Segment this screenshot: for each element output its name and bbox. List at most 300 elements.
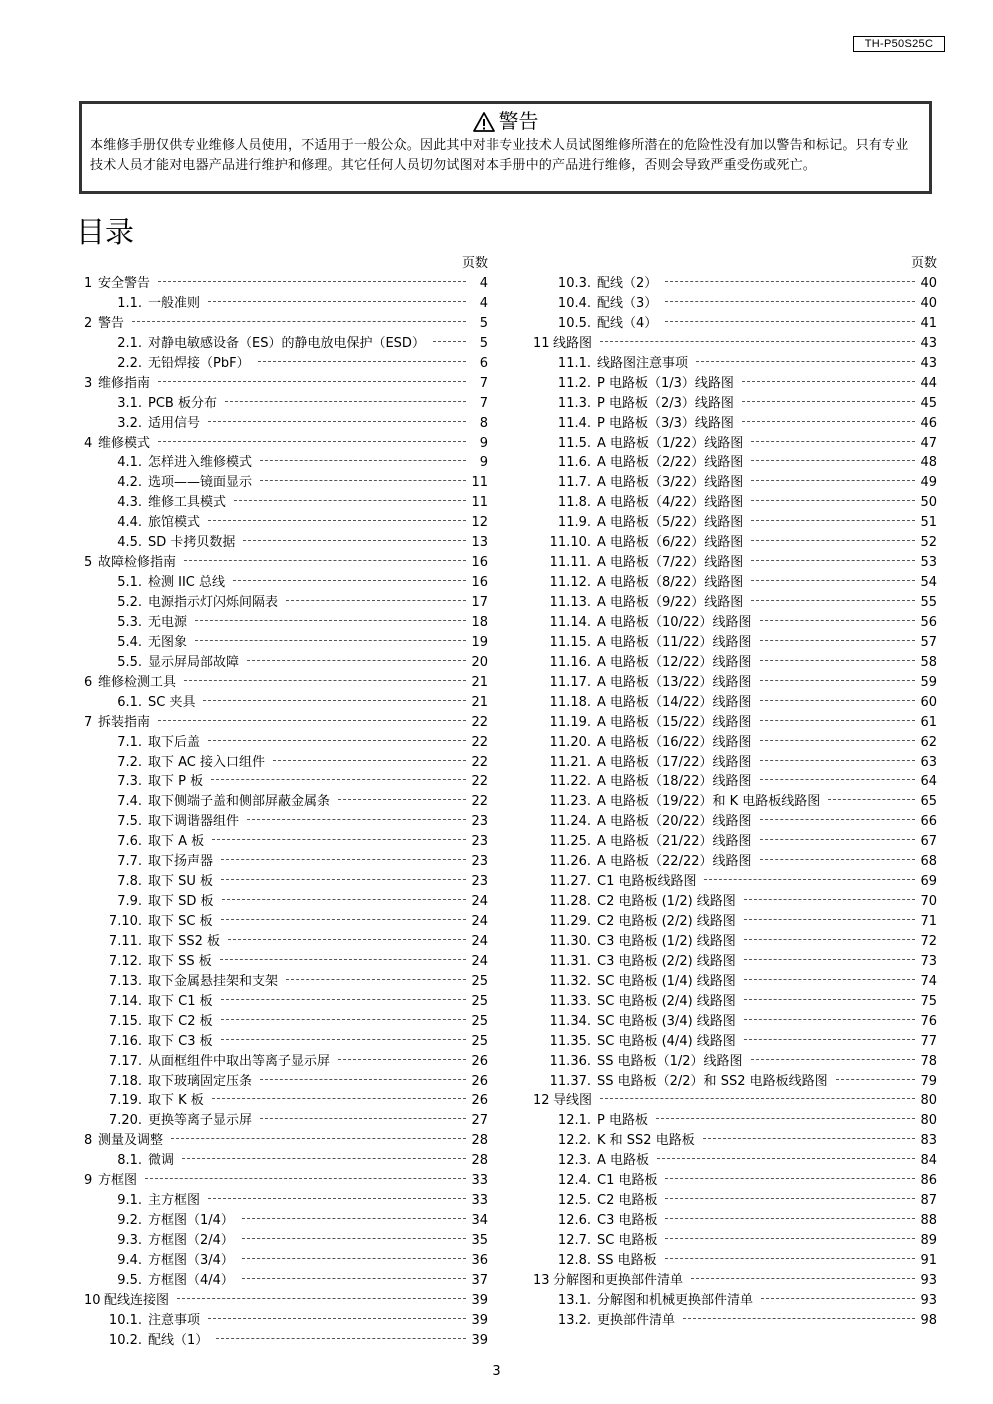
toc-entry-label — [549, 892, 740, 912]
dot-leader — [182, 1158, 466, 1159]
toc-entry[interactable] — [84, 1111, 488, 1131]
toc-entry[interactable] — [84, 1012, 488, 1032]
toc-entry[interactable] — [533, 1251, 937, 1271]
toc-entry-label — [100, 633, 191, 653]
toc-entry[interactable] — [533, 1271, 937, 1291]
toc-entry-title: 一般准则 — [148, 295, 201, 311]
toc-entry[interactable] — [84, 1052, 488, 1072]
toc-entry-label — [549, 374, 738, 394]
dot-leader — [212, 1098, 466, 1099]
toc-entry-label — [100, 1331, 212, 1351]
toc-entry-page: 64 — [920, 774, 937, 790]
toc-entry-number: 9.2. — [117, 1213, 142, 1229]
toc-entry-label — [84, 553, 180, 573]
toc-entry-title: 旅馆模式 — [148, 515, 201, 531]
toc-entry[interactable] — [84, 733, 488, 753]
toc-entry-page: 23 — [471, 814, 488, 830]
toc-entry[interactable] — [84, 772, 488, 792]
toc-entry-title: 更换等离子显示屏 — [148, 1113, 253, 1129]
toc-entry-page: 52 — [920, 535, 937, 551]
toc-entry[interactable] — [533, 533, 937, 553]
toc-entry-label — [100, 653, 243, 673]
toc-entry-title: 配线（4） — [597, 315, 658, 331]
toc-entry[interactable] — [84, 1331, 488, 1351]
toc-entry-number: 11.10. — [549, 535, 591, 551]
toc-entry-label — [549, 1191, 661, 1211]
toc-entry-number: 7.10. — [108, 914, 142, 929]
toc-entry[interactable] — [533, 713, 937, 733]
dot-leader — [760, 740, 916, 741]
dot-leader — [184, 560, 466, 561]
toc-entry-label — [549, 354, 692, 374]
toc-entry-label — [549, 1131, 699, 1151]
toc-entry-title: A 电路板（2/22）线路图 — [597, 455, 744, 471]
toc-entry[interactable] — [84, 932, 488, 952]
toc-entry[interactable] — [84, 573, 488, 593]
dot-leader — [225, 401, 466, 402]
toc-entry[interactable] — [533, 633, 937, 653]
toc-entry[interactable] — [533, 1151, 937, 1171]
toc-entry[interactable] — [84, 334, 488, 354]
toc-entry-page: 71 — [920, 914, 937, 929]
toc-entry-page: 33 — [471, 1173, 488, 1189]
toc-entry-page: 80 — [920, 1093, 937, 1109]
toc-entry-page: 8 — [479, 415, 488, 431]
toc-entry[interactable] — [533, 673, 937, 693]
toc-entry[interactable] — [533, 653, 937, 673]
toc-entry-title: 取下 A 板 — [148, 834, 205, 850]
toc-entry-label — [100, 613, 191, 633]
toc-entry-title: 取下金属悬挂架和支架 — [148, 973, 279, 989]
toc-entry[interactable] — [533, 593, 937, 613]
toc-entry[interactable] — [533, 1012, 937, 1032]
toc-entry[interactable] — [84, 912, 488, 932]
toc-entry[interactable] — [533, 1052, 937, 1072]
toc-entry-label — [100, 1052, 334, 1072]
toc-entry-page: 25 — [471, 993, 488, 1009]
toc-entry-number: 9.3. — [117, 1233, 142, 1248]
toc-entry-number: 4.2. — [117, 475, 142, 491]
toc-entry-number: 12.3. — [557, 1153, 591, 1169]
toc-entry[interactable] — [84, 812, 488, 832]
toc-entry[interactable] — [84, 434, 488, 454]
toc-entry-title: SS 电路板（2/2）和 SS2 电路板线路图 — [597, 1073, 828, 1089]
toc-entry-label — [549, 792, 824, 812]
toc-entry-page: 23 — [471, 874, 488, 890]
toc-entry[interactable] — [533, 852, 937, 872]
toc-entry[interactable] — [533, 513, 937, 533]
dot-leader — [600, 341, 915, 342]
dot-leader — [221, 919, 466, 920]
toc-entry[interactable] — [533, 1311, 937, 1331]
toc-entry-page: 21 — [471, 694, 488, 710]
toc-entry[interactable] — [533, 952, 937, 972]
toc-entry[interactable] — [533, 334, 937, 354]
toc-entry[interactable] — [84, 553, 488, 573]
toc-entry[interactable] — [533, 1291, 937, 1311]
toc-entry-page: 66 — [920, 814, 937, 830]
toc-entry[interactable] — [84, 1151, 488, 1171]
toc-entry-title: 取下 P 板 — [148, 774, 204, 790]
toc-entry[interactable] — [533, 892, 937, 912]
toc-entry[interactable] — [84, 693, 488, 713]
toc-entry-number: 11 — [533, 335, 550, 351]
toc-entry[interactable] — [84, 593, 488, 613]
toc-entry[interactable] — [84, 453, 488, 473]
toc-entry-page: 25 — [471, 1033, 488, 1049]
dot-leader — [760, 620, 916, 621]
toc-entry[interactable] — [84, 892, 488, 912]
toc-entry-title: 取下 SC 板 — [148, 914, 213, 929]
toc-entry[interactable] — [533, 1032, 937, 1052]
toc-entry-number: 9.5. — [117, 1272, 142, 1288]
toc-entry[interactable] — [533, 1111, 937, 1131]
toc-entry[interactable] — [84, 1191, 488, 1211]
toc-entry[interactable] — [533, 772, 937, 792]
dot-leader — [273, 760, 466, 761]
toc-entry-title: 无铅焊接（PbF） — [148, 355, 250, 371]
toc-entry-number: 5.5. — [117, 654, 142, 670]
toc-entry-number: 7 — [84, 714, 93, 730]
toc-entry[interactable] — [533, 1231, 937, 1251]
dot-leader — [656, 1118, 915, 1119]
toc-entry[interactable] — [533, 493, 937, 513]
dot-leader — [751, 500, 915, 501]
dot-leader — [665, 281, 915, 282]
toc-entry-label — [100, 852, 217, 872]
toc-entry-page: 75 — [920, 993, 937, 1009]
toc-entry-number: 4.3. — [117, 495, 142, 511]
toc-entry-page: 34 — [471, 1213, 488, 1229]
toc-entry[interactable] — [533, 792, 937, 812]
toc-entry-title: 检测 IIC 总线 — [148, 575, 226, 591]
toc-entry-title: A 电路板（18/22）线路图 — [597, 774, 752, 790]
toc-entry-label — [549, 434, 747, 454]
toc-entry[interactable] — [533, 693, 937, 713]
toc-entry-title: P 电路板（3/3）线路图 — [597, 415, 734, 431]
toc-entry-page: 91 — [920, 1252, 937, 1268]
toc-entry-number: 2.2. — [117, 355, 142, 371]
toc-entry[interactable] — [84, 952, 488, 972]
toc-entry-label — [533, 1091, 596, 1111]
toc-entry[interactable] — [84, 1032, 488, 1052]
toc-entry-label — [533, 334, 596, 354]
toc-entry-title: 取下 SU 板 — [148, 874, 214, 890]
dot-leader — [751, 441, 915, 442]
toc-entry[interactable] — [533, 812, 937, 832]
toc-entry-page: 26 — [471, 1073, 488, 1089]
toc-entry[interactable] — [533, 912, 937, 932]
toc-entry[interactable] — [84, 294, 488, 314]
toc-entry-title: 线路图注意事项 — [597, 355, 689, 371]
toc-entry[interactable] — [533, 1131, 937, 1151]
toc-entry-title: A 电路板（1/22）线路图 — [597, 435, 744, 451]
toc-entry[interactable] — [533, 1171, 937, 1191]
dot-leader — [195, 640, 466, 641]
toc-entry[interactable] — [84, 314, 488, 334]
dot-leader — [828, 799, 915, 800]
toc-entry[interactable] — [84, 1072, 488, 1092]
toc-entry-number: 10.2. — [108, 1332, 142, 1348]
dot-leader — [665, 1218, 915, 1219]
warning-box — [79, 101, 932, 194]
toc-entry-page: 56 — [920, 614, 937, 630]
toc-entry-title: A 电路板（11/22）线路图 — [597, 634, 752, 650]
toc-entry-page: 65 — [920, 794, 937, 810]
toc-entry[interactable] — [533, 414, 937, 434]
toc-entry-label — [84, 1171, 141, 1191]
toc-entry[interactable] — [533, 1191, 937, 1211]
toc-entry[interactable] — [533, 434, 937, 454]
toc-entry[interactable] — [84, 274, 488, 294]
toc-entry-number: 7.3. — [117, 774, 142, 790]
toc-entry[interactable] — [84, 872, 488, 892]
toc-entry-number: 12.8. — [557, 1252, 591, 1268]
toc-entry[interactable] — [84, 394, 488, 414]
toc-entry-number: 7.16. — [108, 1033, 142, 1049]
toc-entry-number: 4.5. — [117, 535, 142, 551]
toc-entry-number: 9.1. — [117, 1193, 142, 1209]
toc-entry-label — [549, 932, 740, 952]
toc-entry[interactable] — [533, 473, 937, 493]
toc-entry[interactable] — [84, 1271, 488, 1291]
toc-entry[interactable] — [533, 394, 937, 414]
dot-leader — [208, 421, 466, 422]
toc-entry-number: 10 — [84, 1292, 101, 1308]
dot-leader — [222, 899, 466, 900]
toc-entry-label — [549, 673, 756, 693]
toc-column-left — [84, 254, 488, 1351]
toc-entry-label — [100, 334, 429, 354]
dot-leader — [665, 301, 915, 302]
toc-entry-page: 43 — [920, 335, 937, 351]
toc-entry[interactable] — [84, 374, 488, 394]
toc-entry-page: 7 — [479, 375, 488, 391]
toc-entry[interactable] — [84, 1171, 488, 1191]
toc-entry-title: A 电路板（16/22）线路图 — [597, 734, 752, 750]
toc-entry[interactable] — [84, 1251, 488, 1271]
toc-entry[interactable] — [84, 753, 488, 773]
toc-entry-label — [549, 713, 756, 733]
toc-entry-label — [100, 593, 282, 613]
toc-entry[interactable] — [533, 613, 937, 633]
toc-entry[interactable] — [533, 573, 937, 593]
toc-entry[interactable] — [533, 453, 937, 473]
toc-entry-page: 39 — [471, 1312, 488, 1328]
toc-entry[interactable] — [84, 513, 488, 533]
dot-leader — [704, 879, 915, 880]
toc-entry[interactable] — [84, 633, 488, 653]
toc-entry-title: C1 电路板线路图 — [597, 874, 697, 890]
toc-entry[interactable] — [533, 354, 937, 374]
toc-entry[interactable] — [84, 713, 488, 733]
toc-entry-number: 7.6. — [117, 834, 142, 850]
toc-entry-number: 11.14. — [549, 614, 591, 630]
toc-entry[interactable] — [533, 753, 937, 773]
toc-entry-page: 63 — [920, 754, 937, 770]
dot-leader — [208, 301, 466, 302]
toc-entry-page: 24 — [471, 953, 488, 969]
toc-entry-label — [549, 1072, 832, 1092]
toc-entry-page: 88 — [920, 1213, 937, 1229]
dot-leader — [744, 919, 915, 920]
dot-leader — [132, 321, 466, 322]
toc-entry-label — [84, 1131, 167, 1151]
toc-entry[interactable] — [533, 832, 937, 852]
toc-entry-page: 27 — [471, 1113, 488, 1129]
toc-entry[interactable] — [84, 653, 488, 673]
dot-leader — [221, 1019, 466, 1020]
toc-entry[interactable] — [84, 673, 488, 693]
toc-entry-number: 13.1. — [557, 1292, 591, 1308]
toc-entry-page: 83 — [920, 1133, 937, 1149]
toc-entry-page: 12 — [471, 515, 488, 531]
toc-entry-number: 11.13. — [549, 595, 591, 610]
toc-entry[interactable] — [84, 832, 488, 852]
dot-leader — [836, 1079, 915, 1080]
toc-entry[interactable] — [84, 992, 488, 1012]
dot-leader — [744, 1039, 915, 1040]
dot-leader — [233, 580, 466, 581]
toc-entry[interactable] — [533, 1211, 937, 1231]
toc-entry[interactable] — [533, 374, 937, 394]
toc-entry-title: 维修工具模式 — [148, 495, 227, 511]
toc-entry[interactable] — [84, 414, 488, 434]
dot-leader — [742, 401, 915, 402]
dot-leader — [760, 839, 916, 840]
toc-entry-number: 11.6. — [557, 455, 591, 471]
toc-entry-label — [549, 394, 738, 414]
dot-leader — [247, 819, 466, 820]
toc-entry-number: 7.15. — [108, 1013, 142, 1029]
toc-entry-label — [100, 513, 204, 533]
toc-entry[interactable] — [533, 872, 937, 892]
dot-leader — [665, 1198, 915, 1199]
toc-entry[interactable] — [533, 274, 937, 294]
toc-entry-number: 11.1. — [557, 355, 591, 371]
toc-entry-page: 7 — [479, 395, 488, 411]
dot-leader — [760, 779, 916, 780]
toc-entry-title: 取下 SS 板 — [148, 953, 212, 969]
toc-entry-label — [549, 593, 747, 613]
toc-entry-label — [549, 912, 740, 932]
toc-entry[interactable] — [84, 1231, 488, 1251]
toc-entry[interactable] — [533, 1091, 937, 1111]
toc-entry-title: 对静电敏感设备（ES）的静电放电保护（ESD） — [148, 335, 425, 351]
toc-entry[interactable] — [533, 972, 937, 992]
toc-entry[interactable] — [84, 533, 488, 553]
dot-leader — [286, 979, 466, 980]
dot-leader — [761, 1298, 915, 1299]
toc-entry[interactable] — [84, 1291, 488, 1311]
toc-entry-number: 3.2. — [117, 415, 142, 431]
toc-entry-title: 取下 SS2 板 — [148, 933, 221, 949]
toc-entry[interactable] — [533, 294, 937, 314]
toc-entry-label — [100, 733, 204, 753]
toc-entry[interactable] — [84, 354, 488, 374]
toc-entry[interactable] — [84, 1211, 488, 1231]
dot-leader — [751, 600, 915, 601]
toc-entry-title: 电源指示灯闪烁间隔表 — [148, 595, 279, 610]
toc-entry-label — [100, 1251, 238, 1271]
toc-entry-number: 5.2. — [117, 595, 142, 610]
toc-entry[interactable] — [84, 1131, 488, 1151]
toc-entry-title: 取下 K 板 — [148, 1093, 204, 1109]
toc-entry-number: 1 — [84, 276, 93, 291]
toc-entry[interactable] — [84, 493, 488, 513]
toc-entry-number: 11.31. — [549, 953, 591, 969]
toc-entry-number: 6 — [84, 674, 93, 690]
toc-entry[interactable] — [533, 992, 937, 1012]
toc-entry-title: C3 电路板 (2/2) 线路图 — [597, 953, 736, 969]
toc-entry-label — [100, 414, 204, 434]
dot-leader — [260, 460, 466, 461]
toc-entry[interactable] — [533, 314, 937, 334]
toc-entry[interactable] — [84, 972, 488, 992]
toc-entry-page: 98 — [920, 1312, 937, 1328]
toc-entry-label — [549, 952, 740, 972]
page-column-header: 页数 — [461, 256, 488, 271]
toc-entry-number: 11.5. — [557, 435, 591, 451]
toc-entry-title: 无图象 — [148, 634, 188, 650]
dot-leader — [208, 520, 466, 521]
toc-entry[interactable] — [533, 733, 937, 753]
toc-entry-page: 13 — [471, 535, 488, 551]
toc-entry-page: 19 — [471, 634, 488, 650]
toc-entry-page: 22 — [471, 734, 488, 750]
toc-entry-page: 45 — [920, 395, 937, 411]
toc-entry-title: A 电路板（4/22）线路图 — [597, 495, 744, 511]
toc-entry[interactable] — [84, 613, 488, 633]
toc-entry-page: 9 — [479, 435, 488, 451]
toc-entry-number: 3.1. — [117, 395, 142, 411]
toc-entry-page: 54 — [920, 575, 937, 591]
toc-entry-page: 93 — [920, 1272, 937, 1288]
toc-entry[interactable] — [533, 1072, 937, 1092]
toc-entry[interactable] — [84, 473, 488, 493]
toc-entry-label — [549, 653, 756, 673]
toc-entry[interactable] — [84, 1091, 488, 1111]
toc-entry-number: 9.4. — [117, 1252, 142, 1268]
toc-entry-label — [549, 573, 747, 593]
toc-entry-page: 44 — [920, 375, 937, 391]
toc-entry-page: 87 — [920, 1193, 937, 1209]
toc-entry[interactable] — [84, 792, 488, 812]
dot-leader — [338, 799, 466, 800]
toc-entry[interactable] — [533, 553, 937, 573]
toc-entry-number: 11.11. — [549, 555, 591, 571]
toc-entry-number: 5 — [84, 555, 93, 571]
toc-entry-label — [549, 1291, 757, 1311]
toc-entry-page: 55 — [920, 595, 937, 610]
dot-leader — [221, 999, 466, 1000]
toc-entry-page: 49 — [920, 475, 937, 491]
toc-entry-label — [549, 1032, 740, 1052]
toc-entry-page: 21 — [471, 674, 488, 690]
dot-leader — [171, 1138, 466, 1139]
toc-entry-number: 11.28. — [549, 894, 591, 910]
toc-entry-title: 维修检测工具 — [98, 674, 177, 690]
toc-entry-title: A 电路板（5/22）线路图 — [597, 515, 744, 531]
dot-leader — [220, 959, 466, 960]
toc-entry[interactable] — [84, 852, 488, 872]
toc-entry-label — [549, 832, 756, 852]
dot-leader — [195, 620, 466, 621]
toc-entry-page: 26 — [471, 1093, 488, 1109]
toc-entry[interactable] — [533, 932, 937, 952]
toc-entry-title: C2 电路板 — [597, 1193, 658, 1209]
toc-entry[interactable] — [84, 1311, 488, 1331]
